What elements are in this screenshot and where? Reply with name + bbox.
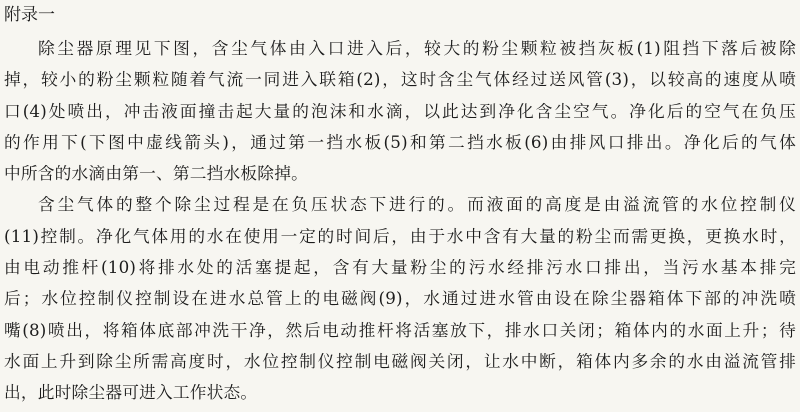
text-line: 由电动推杆(10)将排水处的活塞提起，含有大量粉尘的污水经排污水口排出，当污水基本排完	[4, 257, 796, 278]
text-line: 出，此时除尘器可进入工作状态。	[4, 382, 258, 403]
text-line: 掉，较小的粉尘颗粒随着气流一同进入联箱(2)，这时含尘气体经过送风管(3)，以较高的速度从喷	[4, 69, 796, 90]
text-line: 中所含的水滴由第一、第二挡水板除掉。	[4, 163, 308, 184]
text-line: 后；水位控制仪控制设在进水总管上的电磁阀(9)，水通过进水管由设在除尘器箱体下部的冲洗喷	[4, 288, 796, 309]
paragraph-process	[4, 189, 796, 408]
paragraph-principle	[4, 33, 796, 189]
text-line: 水面上升到除尘所需高度时，水位控制仪控制电磁阀关闭，让水中断，箱体内多余的水由溢流管排	[4, 350, 796, 371]
text-line: 的作用下(下图中虚线箭头)，通过第一挡水板(5)和第二挡水板(6)由排风口排出。净化后的气体	[4, 131, 796, 152]
appendix-heading: 附录一	[4, 5, 55, 25]
text-line: 除尘器原理见下图，含尘气体由入口进入后，较大的粉尘颗粒被挡灰板(1)阻挡下落后被除	[38, 38, 796, 58]
text-line: (11)控制。净化气体用的水在使用一定的时间后，由于水中含有大量的粉尘而需更换，更换水时，	[4, 225, 796, 246]
text-line: 口(4)处喷出，冲击液面撞击起大量的泡沫和水滴，以此达到净化含尘空气。净化后的空气在负压	[4, 100, 796, 121]
text-line: 含尘气体的整个除尘过程是在负压状态下进行的。而液面的高度是由溢流管的水位控制仪	[38, 194, 796, 215]
text-line: 嘴(8)喷出，将箱体底部冲洗干净，然后电动推杆将活塞放下，排水口关闭；箱体内的水面上升；待	[4, 319, 796, 340]
